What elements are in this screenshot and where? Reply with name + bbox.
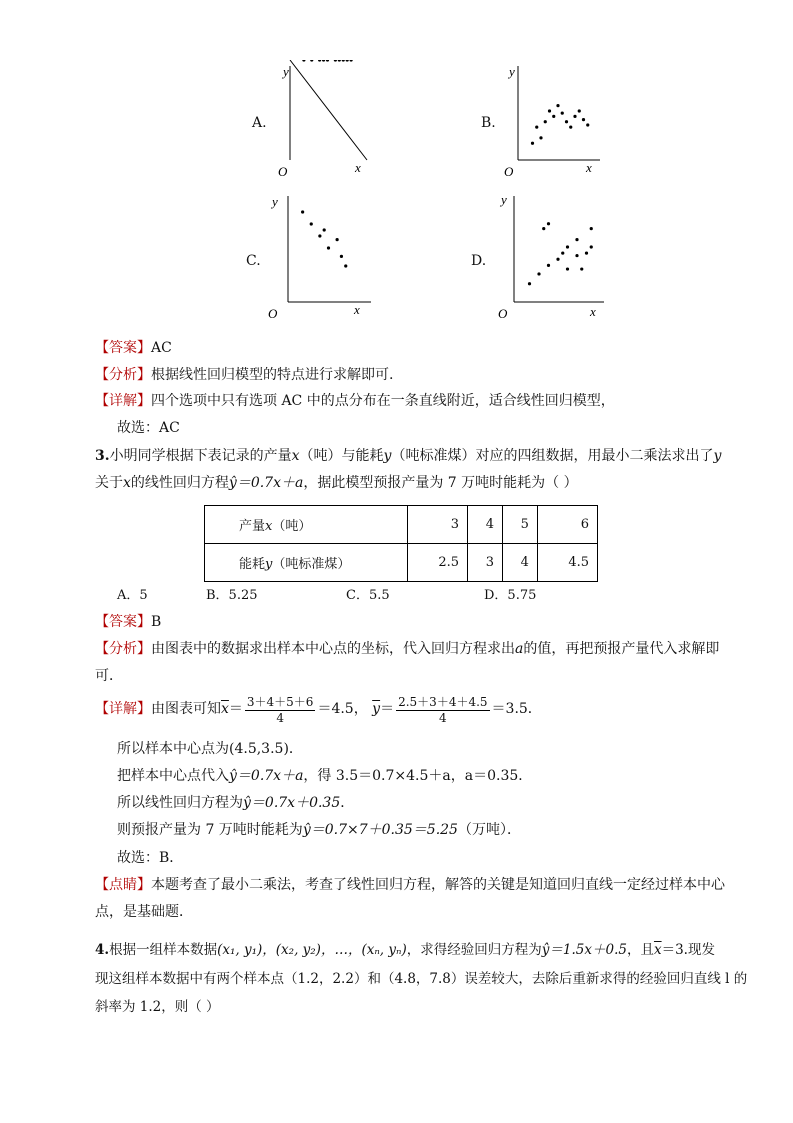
origin-label: O xyxy=(504,164,514,179)
xbar-fraction: $\frac{3+4+5+6}{4}$ xyxy=(246,695,314,725)
q3-detail-l4: 则预报产量为 7 万吨时能耗为ŷ＝0.7×7＋0.35＝5.25（万吨）． xyxy=(117,822,521,838)
scatter-point xyxy=(336,238,339,241)
scatter-point xyxy=(552,115,555,118)
q3-answer xyxy=(95,611,161,631)
scatter-point xyxy=(318,234,321,237)
data-table xyxy=(204,505,598,582)
option-b: B．5.25 xyxy=(206,588,258,603)
scatter-point xyxy=(590,245,593,248)
scatter-point xyxy=(528,282,531,285)
x-axis-label: x xyxy=(590,304,596,319)
scatter-point xyxy=(310,222,313,225)
q4-stem-line1: 4.根据一组样本数据(x₁, y₁)，(x₂, y₂)，…，(xₙ, yₙ)，求得经验回归方程为ŷ＝1.5x＋0.5，且$\overline{x}=3$.现发 xyxy=(95,942,715,958)
scatter-point xyxy=(531,142,534,145)
scatter-point xyxy=(547,222,550,225)
scatter-point xyxy=(542,227,545,230)
scatter-point xyxy=(565,120,568,123)
scatter-point xyxy=(582,118,585,121)
table-row xyxy=(205,544,598,582)
ybar-value: ＝3.5． xyxy=(491,701,542,717)
q2-detail xyxy=(95,390,615,410)
scatter-point xyxy=(586,123,589,126)
q2-answer xyxy=(95,337,172,357)
q2-analysis xyxy=(95,364,393,384)
analysis-text: 由图表中的数据求出样本中心点的坐标，代入回归方程求出 xyxy=(151,641,515,657)
analysis-tag: 【分析】 xyxy=(95,367,151,383)
table-cell: 4 xyxy=(468,506,503,544)
stem-text: 小明同学根据下表记录的产量 xyxy=(109,448,292,464)
scatter-point xyxy=(338,60,341,62)
option-c: C．5.5 xyxy=(346,588,390,603)
stem-text: （吨）与能耗 xyxy=(299,448,384,464)
scatter-point xyxy=(561,252,564,255)
origin-label: O xyxy=(498,306,508,321)
question-number: 3. xyxy=(95,448,110,464)
xbar-value: ＝4.5， xyxy=(317,701,368,717)
table-row xyxy=(205,506,598,544)
scatter-point xyxy=(539,136,542,139)
scatter-point xyxy=(327,246,330,249)
scatter-point xyxy=(322,60,325,62)
q3-note xyxy=(95,874,725,894)
scatter-point xyxy=(556,104,559,107)
y-axis-label: y xyxy=(272,194,278,209)
q3-stem-line2: 关于x的线性回归方程ŷ＝0.7x＋a，据此模型预报产量为 7 万吨时能耗为（ ） xyxy=(95,475,578,491)
table-cell: 4 xyxy=(502,544,537,582)
origin-label: O xyxy=(278,164,288,179)
detail-tag: 【详解】 xyxy=(95,701,151,717)
answer-text: B xyxy=(151,614,162,630)
table-cell: 3 xyxy=(468,544,503,582)
option-c-label: C. xyxy=(246,253,261,269)
option-b-label: B. xyxy=(481,115,496,131)
scatter-plot-a xyxy=(272,60,372,180)
scatter-point xyxy=(350,60,353,62)
table-cell: 6 xyxy=(537,506,597,544)
scatter-plot-d xyxy=(496,190,611,325)
q3-detail-l3: 所以线性回归方程为ŷ＝0.7x＋0.35． xyxy=(117,795,355,811)
option-d-label: D. xyxy=(471,253,487,269)
x-axis-label: x xyxy=(354,302,360,317)
q3-detail-l2: 把样本中心点代入ŷ＝0.7x＋a，得 3.5＝0.7×4.5＋a，a＝0.35． xyxy=(117,768,533,784)
option-d: D．5.75 xyxy=(484,588,537,603)
stem-text: ，据此模型预报产量为 7 万吨时能耗为（ ） xyxy=(303,475,578,491)
scatter-point xyxy=(535,126,538,129)
stem-text: （吨标准煤）对应的四组数据，用最小二乘法求出了 xyxy=(391,448,714,464)
table-header-cell: 能耗y（吨标准煤） xyxy=(205,544,408,582)
q3-detail: 【详解】由图表可知$\overline{x}=$ $\frac{3+4+5+6}{4}$ ＝4.5， $\overline{y}=$ $\frac{2.5+3+4+4.5}{4}$ ＝3.5． xyxy=(95,695,542,725)
y-axis-label: y xyxy=(283,64,289,79)
question-number: 4. xyxy=(95,942,110,958)
q3-stem-line1: 3.小明同学根据下表记录的产量x（吨）与能耗y（吨标准煤）对应的四组数据，用最小二乘法求出了y xyxy=(95,448,722,464)
detail-tag: 【详解】 xyxy=(95,393,151,409)
answer-tag: 【答案】 xyxy=(95,614,151,630)
scatter-point xyxy=(566,245,569,248)
scatter-point xyxy=(573,115,576,118)
x-axis-label: x xyxy=(586,160,592,175)
analysis-tag: 【分析】 xyxy=(95,641,151,657)
q3-analysis: 【分析】由图表中的数据求出样本中心点的坐标，代入回归方程求出a的值，再把预报产量代入求解即 xyxy=(95,641,720,657)
table-cell: 2.5 xyxy=(408,544,468,582)
answer-text: AC xyxy=(151,340,172,356)
q3-note-cont: 点，是基础题． xyxy=(95,904,193,920)
scatter-plot-c xyxy=(266,192,376,322)
option-a: A．5 xyxy=(117,588,148,603)
scatter-point xyxy=(590,227,593,230)
scatter-point xyxy=(302,60,305,62)
scatter-point xyxy=(580,267,583,270)
table-cell: 3 xyxy=(408,506,468,544)
scatter-point xyxy=(548,109,551,112)
equation: 0.7x＋a xyxy=(250,475,304,491)
analysis-text: 的值，再把预报产量代入求解即 xyxy=(523,641,720,657)
table-cell: 4.5 xyxy=(537,544,597,582)
scatter-point xyxy=(575,238,578,241)
scatter-point xyxy=(566,267,569,270)
scatter-point xyxy=(578,109,581,112)
note-tag: 【点睛】 xyxy=(95,877,151,893)
scatter-point xyxy=(301,210,304,213)
scatter-point xyxy=(556,258,559,261)
scatter-point xyxy=(323,228,326,231)
scatter-point xyxy=(340,255,343,258)
scatter-point xyxy=(585,252,588,255)
origin-label: O xyxy=(268,306,278,321)
option-a-label: A. xyxy=(252,115,267,131)
scatter-point xyxy=(326,60,329,62)
scatter-plot-b xyxy=(500,60,605,180)
detail-text: 由图表可知 xyxy=(151,701,221,717)
q3-choose: 故选：B． xyxy=(117,850,184,866)
scatter-point xyxy=(544,120,547,123)
scatter-point xyxy=(547,264,550,267)
analysis-text: 根据线性回归模型的特点进行求解即可. xyxy=(151,367,394,383)
q3-detail-l1: 所以样本中心点为(4.5,3.5)． xyxy=(117,741,303,757)
note-text: 本题考查了最小二乘法，考查了线性回归方程，解答的关键是知道回归直线一定经过样本中心 xyxy=(151,877,725,893)
scatter-point xyxy=(575,254,578,257)
scatter-point xyxy=(334,60,337,62)
table-header-cell: 产量x（吨） xyxy=(205,506,408,544)
stem-text: 的线性回归方程 xyxy=(130,475,229,491)
scatter-point xyxy=(344,264,347,267)
ybar-fraction: $\frac{2.5+3+4+4.5}{4}$ xyxy=(398,695,488,725)
scatter-point xyxy=(342,60,345,62)
y-axis-label: y xyxy=(501,192,507,207)
y-axis-label: y xyxy=(509,64,515,79)
scatter-point xyxy=(346,60,349,62)
scatter-point xyxy=(537,272,540,275)
scatter-point xyxy=(318,60,321,62)
x-axis-label: x xyxy=(355,160,361,175)
scatter-point xyxy=(569,126,572,129)
stem-text: 关于 xyxy=(95,475,123,491)
table-cell: 5 xyxy=(502,506,537,544)
q4-stem-line2: 现这组样本数据中有两个样本点（1.2，2.2）和（4.8，7.8）误差较大，去除后重新求得的经验回归直线 l 的 xyxy=(95,971,748,987)
answer-tag: 【答案】 xyxy=(95,340,151,356)
detail-text: 四个选项中只有选项 AC 中的点分布在一条直线附近，适合线性回归模型， xyxy=(151,393,615,409)
scatter-point xyxy=(310,60,313,62)
scatter-point xyxy=(561,112,564,115)
q4-stem-line3: 斜率为 1.2，则（ ） xyxy=(95,999,220,1015)
q3-analysis-cont: 可． xyxy=(95,668,123,684)
q2-choose: 故选：AC xyxy=(117,420,180,436)
